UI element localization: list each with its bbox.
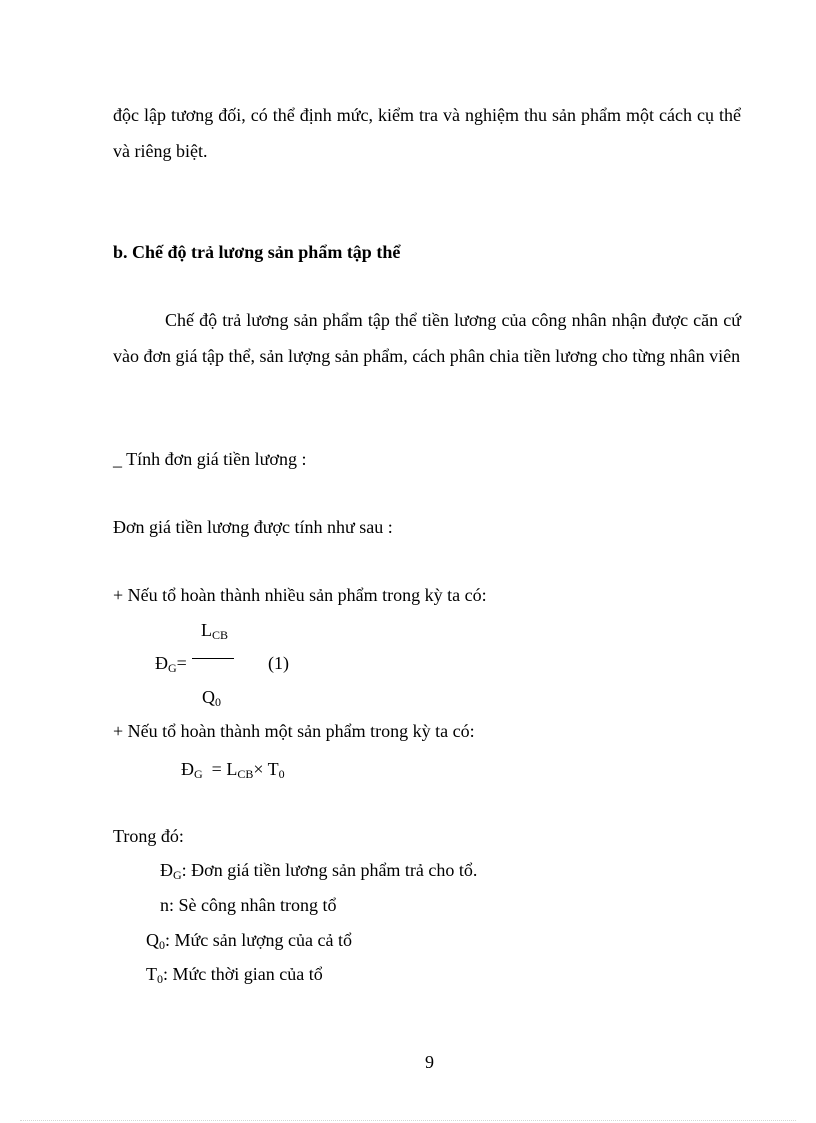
definition-item: $Q_0$: Mức sản lượng của cả tổ: [146, 930, 352, 952]
where-label: Trong đó:: [113, 826, 184, 846]
case-one-product: + Nếu tổ hoàn thành một sản phẩm trong kỳ ta có:: [113, 721, 475, 741]
section-heading: b. Chế độ trả lương sản phẩm tập thể: [113, 242, 401, 262]
formula1-lhs: $Đ_G=$: [155, 653, 187, 675]
formula2: $Đ_G = L_{CB}\times T_0$: [181, 759, 285, 781]
definition-item: n: Sè công nhân trong tổ: [160, 895, 337, 915]
body-paragraph: Chế độ trả lương sản phẩm tập thể tiền lương của công nhân nhận được căn cứ vào đơn giá tập thể, sản lượng sản phẩm, cách phân chia tiền lương cho từng nhân viên: [113, 310, 741, 366]
fraction-bar: [192, 658, 234, 659]
formula1-label: (1): [268, 653, 289, 673]
intro-paragraph: độc lập tương đối, có thể định mức, kiểm tra và nghiệm thu sản phẩm một cách cụ thể và riêng biệt.: [113, 105, 741, 161]
definition-item: $T_0$: Mức thời gian của tổ: [146, 964, 323, 986]
page-bottom-divider: [20, 1120, 796, 1121]
unit-price-line: _ Tính đơn giá tiền lương :: [113, 449, 307, 469]
case-many-products: + Nếu tổ hoàn thành nhiều sản phẩm trong kỳ ta có:: [113, 585, 487, 605]
formula-intro-line: Đơn giá tiền lương được tính như sau :: [113, 517, 393, 537]
formula1-denominator: $Q_0$: [202, 687, 221, 709]
page-number: 9: [425, 1052, 434, 1072]
formula1-numerator: $L_{CB}$: [201, 620, 229, 642]
definition-item: $Đ_G$: Đơn giá tiền lương sản phẩm trả cho tổ.: [160, 860, 478, 882]
